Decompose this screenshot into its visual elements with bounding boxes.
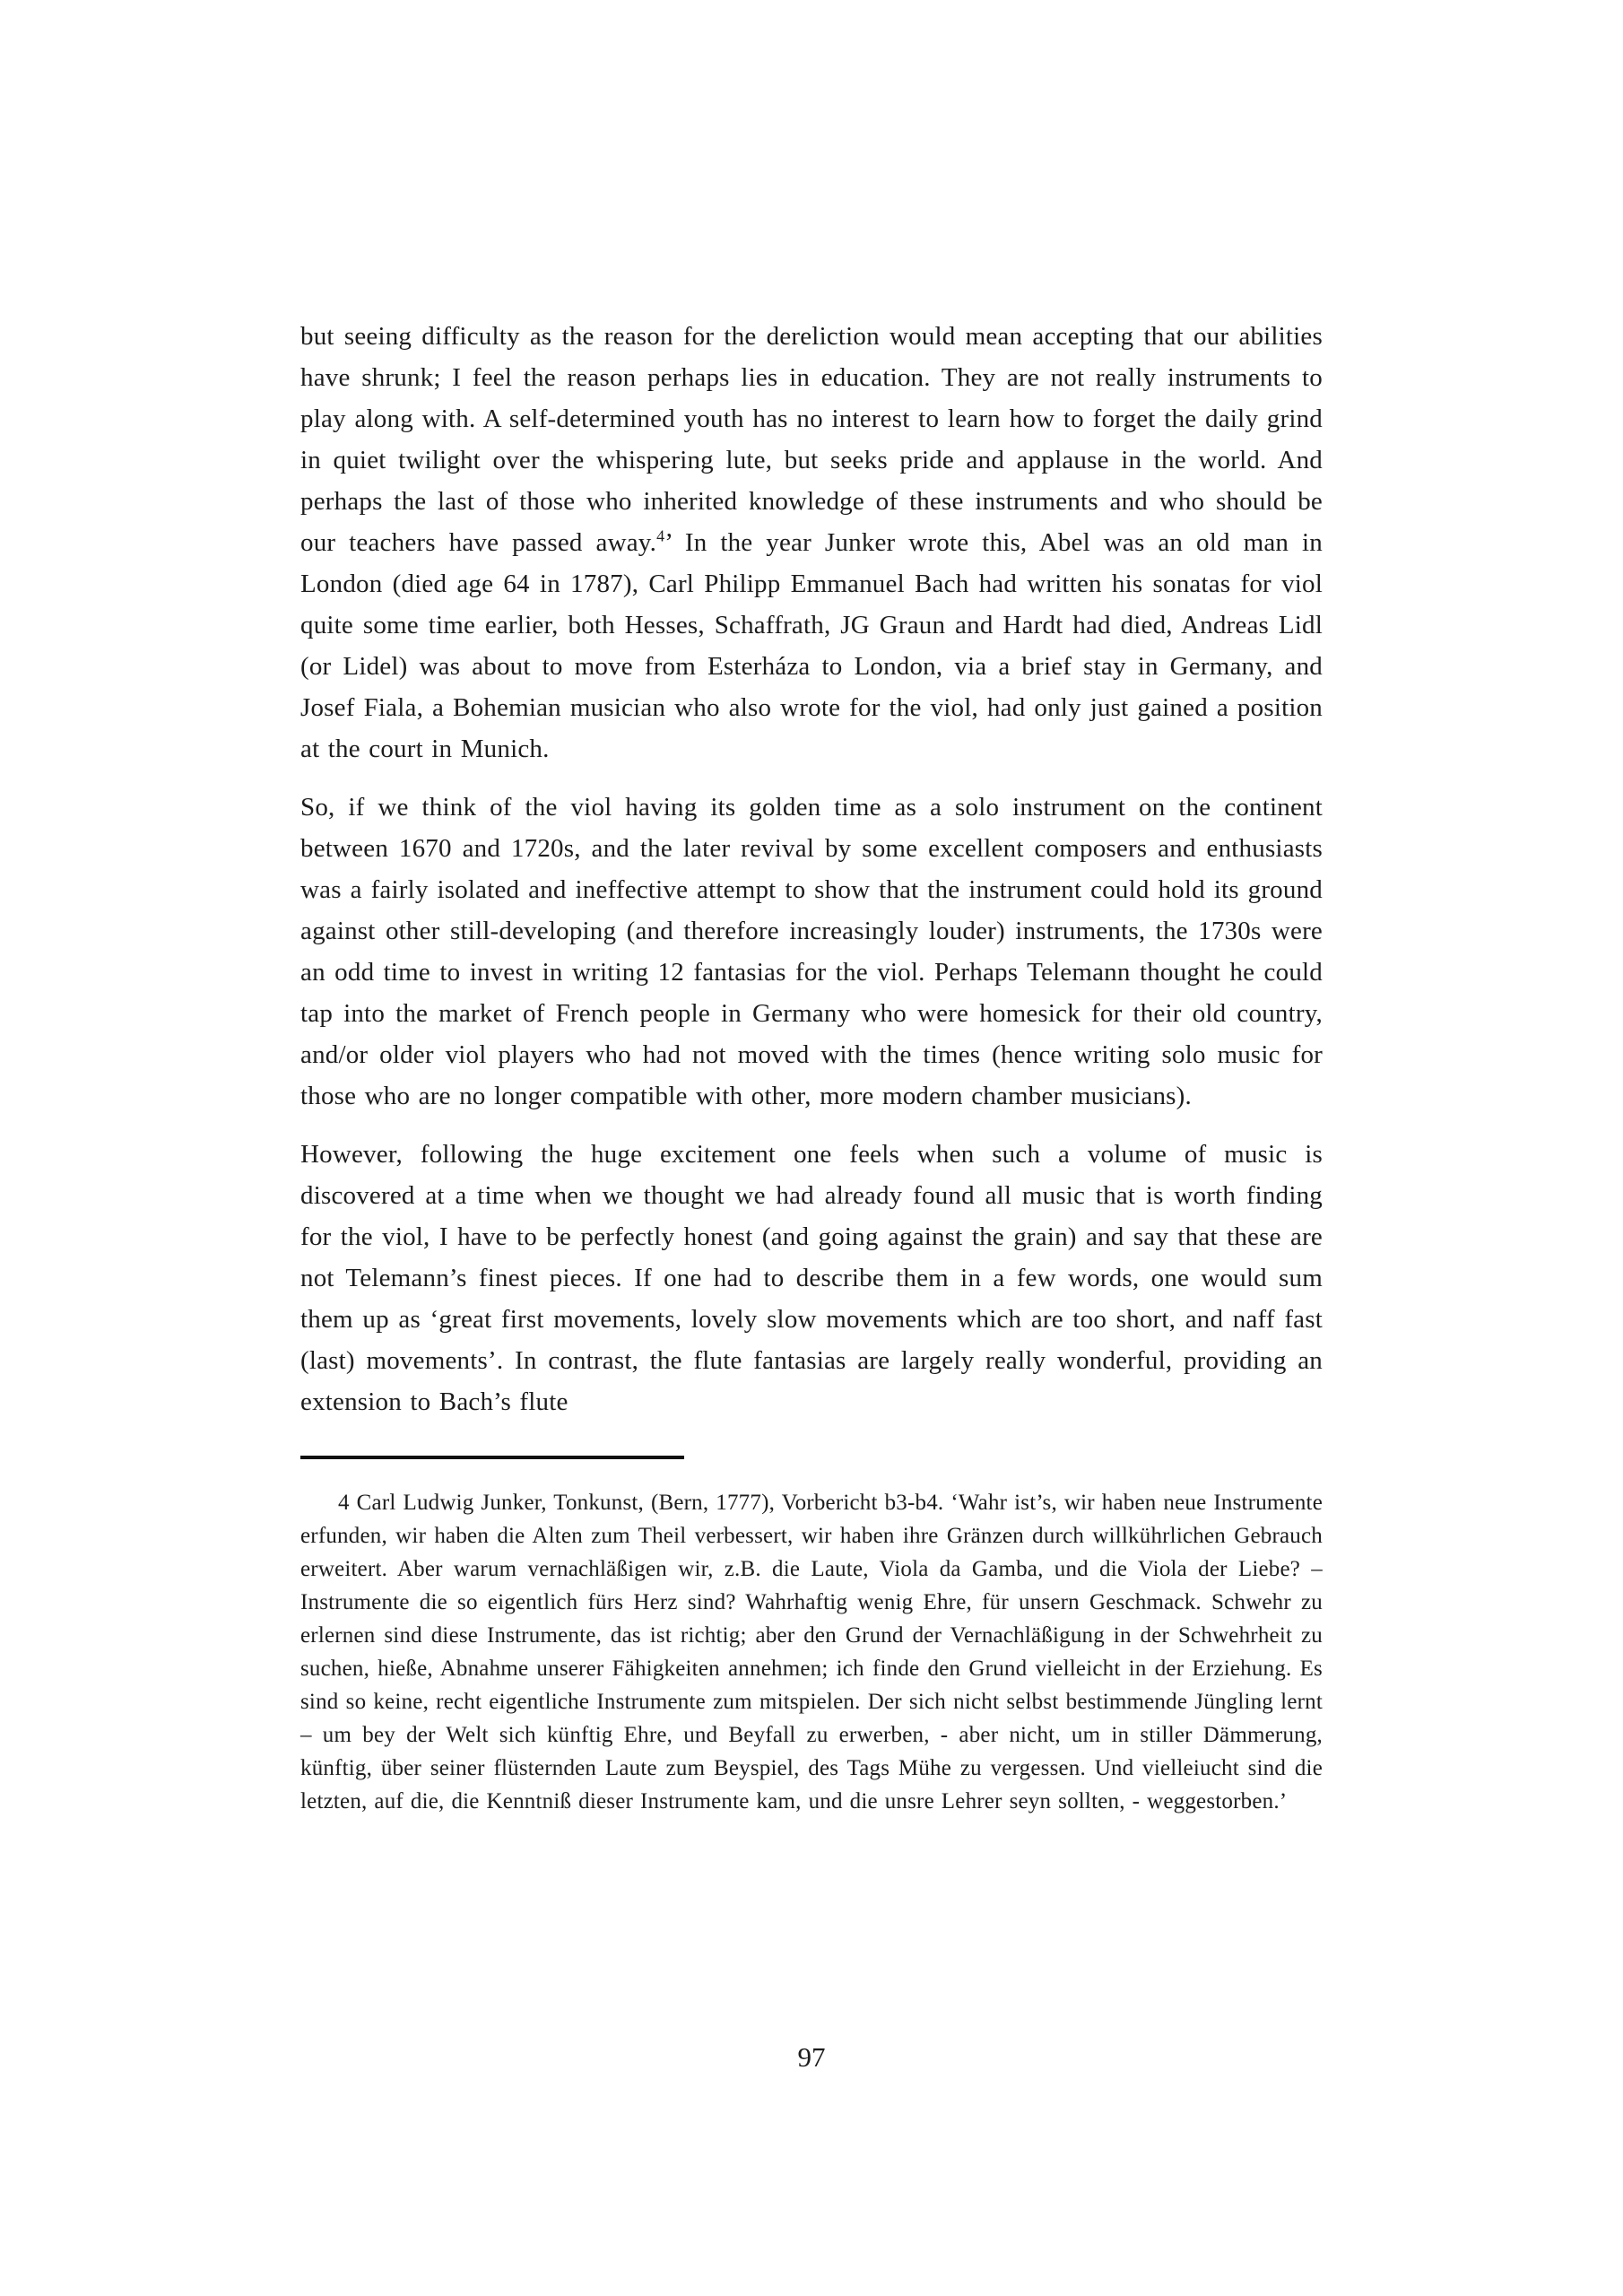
- footnote-text: 4 Carl Ludwig Junker, Tonkunst, (Bern, 1777), Vorbericht b3-b4. ‘Wahr ist’s, wir haben neue Instrumente erfunden, wir haben die Alten zum Theil verbessert, wir haben ihre Gränzen durch willkührlichen Gebrauch erweitert. Aber warum vernachläßigen wir, z.B. die Laute, Viola da Gamba, und die Viola der Liebe? – Instrumente die so eigentlich fürs Herz sind? Wahrhaftig wenig Ehre, für unsern Geschmack. Schwehr zu erlernen sind diese Instrumente, das ist richtig; aber den Grund der Vernachläßigung in der Schwehrheit zu suchen, hieße, Abnahme unserer Fähigkeiten annehmen; ich finde den Grund vielleicht in der Erziehung. Es sind so keine, recht eigentliche Instrumente zum mitspielen. Der sich nicht selbst bestimmende Jüngling lernt – um bey der Welt sich künftig Ehre, und Beyfall zu erwerben, - aber nicht, um in stiller Dämmerung, künftig, über seiner flüsternden Laute zum Beyspiel, des Tags Mühe zu vergessen. Und vielleiucht sind die letzten, auf die, die Kenntniß dieser Instrumente kam, und die unsre Lehrer seyn sollten, - weggestorben.’: [300, 1491, 1323, 1813]
- body-paragraph-2: So, if we think of the viol having its golden time as a solo instrument on the continent between 1670 and 1720s, and the later revival by some excellent composers and enthusiasts was a fairly isolated and ineffective attempt to show that the instrument could hold its ground against other still-developing (and therefore increasingly louder) instruments, the 1730s were an odd time to invest in writing 12 fantasias for the viol. Perhaps Telemann thought he could tap into the market of French people in Germany who were homesick for their old country, and/or older viol players who had not moved with the times (hence writing solo music for those who are no longer compatible with other, more modern chamber musicians).: [300, 793, 1323, 1110]
- text-column: [300, 316, 1323, 1818]
- footnote-separator-rule: [300, 1456, 684, 1459]
- body-paragraph-3: However, following the huge excitement one feels when such a volume of music is discovered at a time when we thought we had already found all music that is worth finding for the viol, I have to be perfectly honest (and going against the grain) and say that these are not Telemann’s finest pieces. If one had to describe them in a few words, one would sum them up as ‘great first movements, lovely slow movements which are too short, and naff fast (last) movements’. In contrast, the flute fantasias are largely really wonderful, providing an extension to Bach’s flute: [300, 1140, 1323, 1416]
- body-paragraph-1: [300, 316, 1323, 770]
- page-number: 97: [797, 2041, 826, 2073]
- paragraph-1-text-before-footnote: but seeing difficulty as the reason for the dereliction would mean accepting that our abilities have shrunk; I feel the reason perhaps lies in education. They are not really instruments to play along with. A self-determined youth has no interest to learn how to forget the daily grind in quiet twilight over the whispering lute, but seeks pride and applause in the world. And perhaps the last of those who inherited knowledge of these instruments and who should be our teachers have passed away.: [300, 322, 1323, 557]
- paragraph-1-text-after-footnote: ’ In the year Junker wrote this, Abel was an old man in London (died age 64 in 1787), Carl Philipp Emmanuel Bach had written his sonatas for viol quite some time earlier, both Hesses, Schaffrath, JG Graun and Hardt had died, Andreas Lidl (or Lidel) was about to move from Esterháza to London, via a brief stay in Germany, and Josef Fiala, a Bohemian musician who also wrote for the viol, had only just gained a position at the court in Munich.: [300, 528, 1323, 763]
- footnote-reference-marker: 4: [656, 526, 665, 545]
